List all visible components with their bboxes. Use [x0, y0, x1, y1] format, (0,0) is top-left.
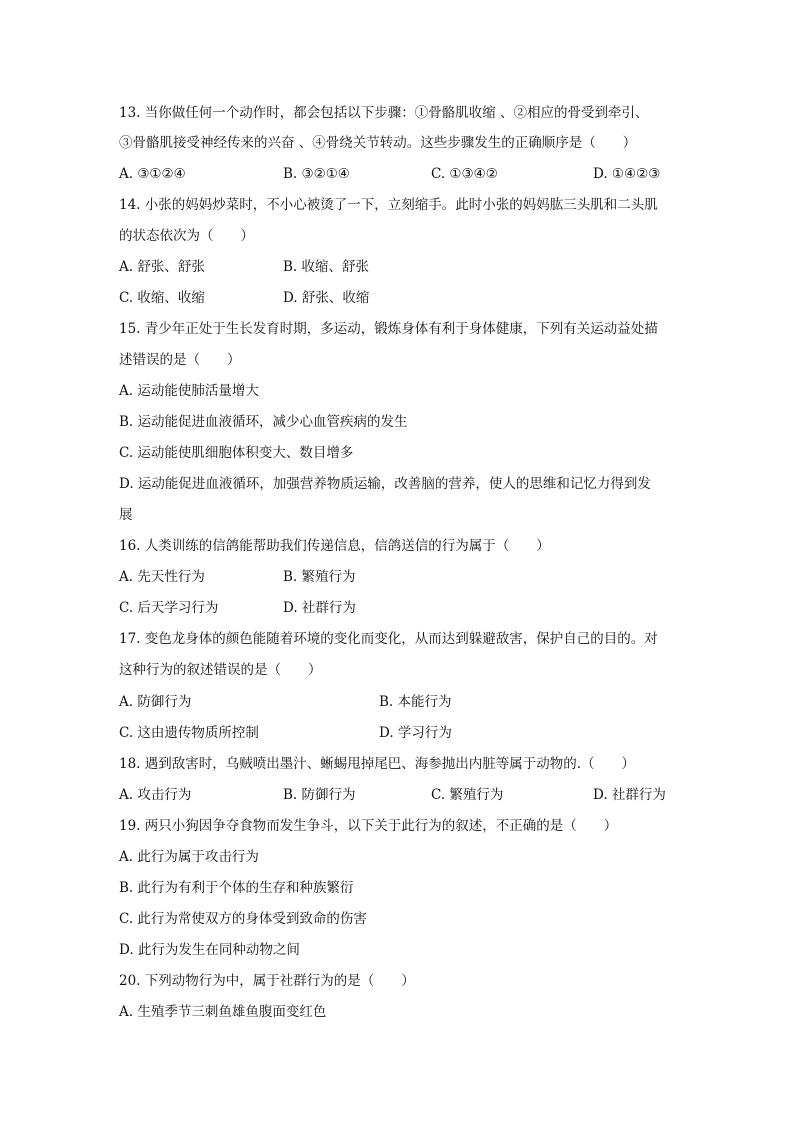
- q13-option-d: D. ①④②③: [593, 166, 661, 182]
- q13-option-b: B. ③②①④: [283, 166, 350, 182]
- q15-stem-line-1: 15. 青少年正处于生长发育时期，多运动，锻炼身体有利于身体健康，下列有关运动益处描: [119, 321, 658, 337]
- q17-option-a: A. 防御行为: [119, 694, 192, 710]
- q13-option-c: C. ①③④②: [431, 166, 498, 182]
- q14-option-d: D. 舒张、收缩: [283, 290, 370, 306]
- q18-option-a: A. 攻击行为: [119, 787, 192, 803]
- q17-stem-line-1: 17. 变色龙身体的颜色能随着环境的变化而变化，从而达到躲避敌害，保护自己的目的。对: [119, 631, 658, 647]
- q18-option-c: C. 繁殖行为: [431, 787, 504, 803]
- q15-stem-line-2: 述错误的是（ ）: [119, 352, 241, 368]
- q15-option-a: A. 运动能使肺活量增大: [119, 383, 259, 399]
- q16-option-a: A. 先天性行为: [119, 569, 205, 585]
- q19-option-c: C. 此行为常使双方的身体受到致命的伤害: [119, 911, 367, 927]
- q20-option-a: A. 生殖季节三刺鱼雄鱼腹面变红色: [119, 1004, 327, 1020]
- q15-option-d-continued: 展: [119, 507, 133, 523]
- q17-option-d: D. 学习行为: [379, 725, 452, 741]
- q18-option-d: D. 社群行为: [593, 787, 666, 803]
- q18-option-b: B. 防御行为: [283, 787, 356, 803]
- q20-stem-line-1: 20. 下列动物行为中，属于社群行为的是（ ）: [119, 973, 415, 989]
- q14-option-b: B. 收缩、舒张: [283, 259, 370, 275]
- q19-stem-line-1: 19. 两只小狗因争夺食物而发生争斗，以下关于此行为的叙述，不正确的是（ ）: [119, 818, 618, 834]
- q17-stem-line-2: 这种行为的叙述错误的是（ ）: [119, 662, 322, 678]
- q19-option-b: B. 此行为有利于个体的生存和种族繁衍: [119, 880, 354, 896]
- q14-stem-line-1: 14. 小张的妈妈炒菜时，不小心被烫了一下，立刻缩手。此时小张的妈妈肱三头肌和二头肌: [119, 197, 658, 213]
- q16-option-c: C. 后天学习行为: [119, 600, 219, 616]
- q13-option-a: A. ③①②④: [119, 166, 186, 182]
- q14-option-a: A. 舒张、舒张: [119, 259, 205, 275]
- q19-option-a: A. 此行为属于攻击行为: [119, 849, 259, 865]
- q15-option-c: C. 运动能使肌细胞体积变大、数目增多: [119, 445, 354, 461]
- q14-option-c: C. 收缩、收缩: [119, 290, 205, 306]
- q13-stem-line-1: 13. 当你做任何一个动作时，都会包括以下步骤：①骨骼肌收缩 、②相应的骨受到牵引、: [119, 105, 649, 121]
- q17-option-b: B. 本能行为: [379, 694, 452, 710]
- q16-stem-line-1: 16. 人类训练的信鸽能帮助我们传递信息，信鸽送信的行为属于（ ）: [119, 538, 550, 554]
- q17-option-c: C. 这由遗传物质所控制: [119, 725, 259, 741]
- q14-stem-line-2: 的状态依次为（ ）: [119, 228, 254, 244]
- q18-stem-line-1: 18. 遇到敌害时，乌贼喷出墨汁、蜥蜴甩掉尾巴、海参抛出内脏等属于动物的.（ ）: [119, 756, 636, 772]
- q15-option-d: D. 运动能促进血液循环，加强营养物质运输，改善脑的营养，使人的思维和记忆力得到发: [119, 476, 651, 492]
- q15-option-b: B. 运动能促进血液循环，减少心血管疾病的发生: [119, 414, 408, 430]
- q19-option-d: D. 此行为发生在同种动物之间: [119, 942, 300, 958]
- q13-stem-line-2: ③骨骼肌接受神经传来的兴奋 、④骨绕关节转动。这些步骤发生的正确顺序是（ ）: [119, 135, 637, 151]
- q16-option-b: B. 繁殖行为: [283, 569, 356, 585]
- q16-option-d: D. 社群行为: [283, 600, 356, 616]
